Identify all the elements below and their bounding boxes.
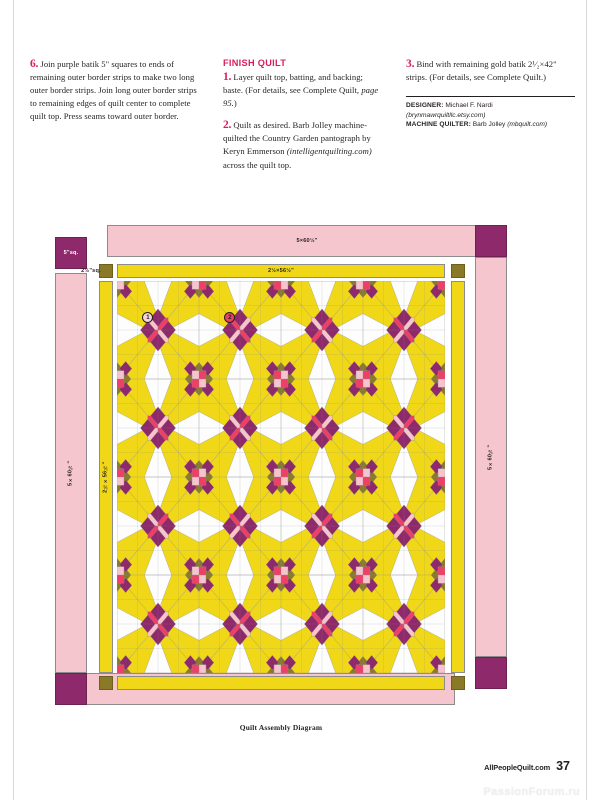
quilt-block bbox=[199, 379, 281, 477]
step-3-number: 3. bbox=[406, 58, 415, 70]
step-6-paragraph bbox=[30, 58, 199, 123]
step-1-page-ref: page 95. bbox=[222, 85, 379, 109]
quilt-block bbox=[363, 575, 445, 673]
outer-border-right-label: 5×60½" bbox=[487, 444, 494, 470]
quilt-block bbox=[281, 575, 363, 673]
quilter-name: Barb Jolley bbox=[470, 121, 508, 128]
marker-1: 1 bbox=[142, 312, 153, 323]
step-2-paragraph bbox=[223, 119, 382, 171]
step-1-tail: ) bbox=[233, 98, 237, 109]
inner-border-bottom bbox=[117, 676, 445, 690]
marker-2: 2 bbox=[224, 312, 235, 323]
column-middle bbox=[223, 58, 382, 181]
inner-border-top-label: 2½×56½" bbox=[268, 267, 294, 274]
corner-square-bottom-left bbox=[55, 673, 87, 705]
quilt-block bbox=[363, 379, 445, 477]
instruction-columns bbox=[30, 58, 575, 181]
quilt-block bbox=[117, 575, 199, 673]
column-left bbox=[30, 58, 199, 181]
quilt-block bbox=[199, 281, 281, 379]
quilter-label: MACHINE QUILTER: bbox=[406, 121, 471, 128]
column-right bbox=[406, 58, 575, 181]
inner-corner-bottom-right bbox=[451, 676, 465, 690]
quilt-block bbox=[281, 379, 363, 477]
quilt-block bbox=[281, 281, 363, 379]
corner-square-top-right bbox=[475, 225, 507, 257]
designer-line bbox=[406, 101, 575, 110]
inner-border-right bbox=[451, 281, 465, 673]
designer-url: (brynmawrquiltllc.etsy.com) bbox=[406, 111, 486, 119]
inner-corner-bottom-left bbox=[99, 676, 113, 690]
inner-corner-label: 2½" sq. bbox=[81, 267, 101, 274]
quilt-assembly-diagram bbox=[55, 225, 507, 732]
quilt-center-grid bbox=[117, 281, 445, 673]
outer-border-top-label: 5×60½" bbox=[296, 237, 318, 244]
designer-name: Michael F. Nardi bbox=[443, 102, 493, 110]
quilt-block bbox=[199, 575, 281, 673]
quilt-block bbox=[363, 477, 445, 575]
quilter-url: (mbquilt.com) bbox=[507, 121, 548, 128]
watermark: PassionForum.ru bbox=[483, 786, 580, 798]
step-6-text: Join purple batik 5" squares to ends of remaining outer border strips to make two long outer border strips. Join long outer border strips to remaining edges of quilt center to complete quilt top. Press seams toward outer border. bbox=[30, 59, 197, 122]
step-2-website: (intelligentquilting.com) bbox=[286, 146, 372, 157]
inner-border-left-label: 2½×56½" bbox=[102, 461, 109, 493]
quilt-block bbox=[363, 281, 445, 379]
quilt-block bbox=[117, 477, 199, 575]
diagram-caption: Quilt Assembly Diagram bbox=[239, 723, 323, 732]
outer-border-top bbox=[107, 225, 507, 257]
step-1-text: Layer quilt top, batting, and backing; baste. (For details, see Complete Quilt, bbox=[222, 72, 363, 96]
quilt-block bbox=[117, 379, 199, 477]
step-2-text: Quilt as desired. Barb Jolley machine-quilted the Country Garden pantograph by Keryn Emmerson bbox=[222, 120, 371, 157]
left-margin-rule bbox=[13, 0, 14, 800]
quilt-block bbox=[199, 477, 281, 575]
step-6-number: 6. bbox=[30, 58, 39, 70]
step-2-number: 2. bbox=[222, 119, 232, 132]
page-footer bbox=[484, 759, 570, 773]
credits-box bbox=[406, 96, 575, 129]
footer-site: AllPeopleQuilt.com bbox=[484, 763, 551, 772]
inner-corner-top-right bbox=[451, 264, 465, 278]
corner-square-top-left-label: 5" sq. bbox=[63, 249, 79, 256]
step-1-number: 1. bbox=[222, 71, 232, 83]
corner-square-bottom-right bbox=[475, 657, 507, 689]
inner-border-left bbox=[99, 281, 113, 673]
outer-border-left-label: 5×60½" bbox=[67, 460, 74, 486]
designer-label: DESIGNER: bbox=[406, 102, 444, 110]
outer-border-left bbox=[55, 273, 87, 673]
quilt-block bbox=[117, 281, 199, 379]
quilter-line bbox=[406, 120, 575, 129]
finish-quilt-heading: FINISH QUILT bbox=[222, 58, 287, 68]
step-3-paragraph bbox=[406, 58, 575, 84]
step-3-text: Bind with remaining gold batik 2¹⁄₂×42" strips. (For details, see Complete Quilt.) bbox=[406, 59, 557, 83]
inner-border-top bbox=[117, 264, 445, 278]
footer-page-number: 37 bbox=[556, 759, 570, 773]
outer-border-right bbox=[475, 257, 507, 657]
quilt-block bbox=[281, 477, 363, 575]
step-2-tail: across the quilt top. bbox=[222, 159, 292, 170]
inner-corner-top-left bbox=[99, 264, 113, 278]
right-margin-rule bbox=[586, 0, 587, 800]
step-1-paragraph bbox=[223, 71, 382, 110]
